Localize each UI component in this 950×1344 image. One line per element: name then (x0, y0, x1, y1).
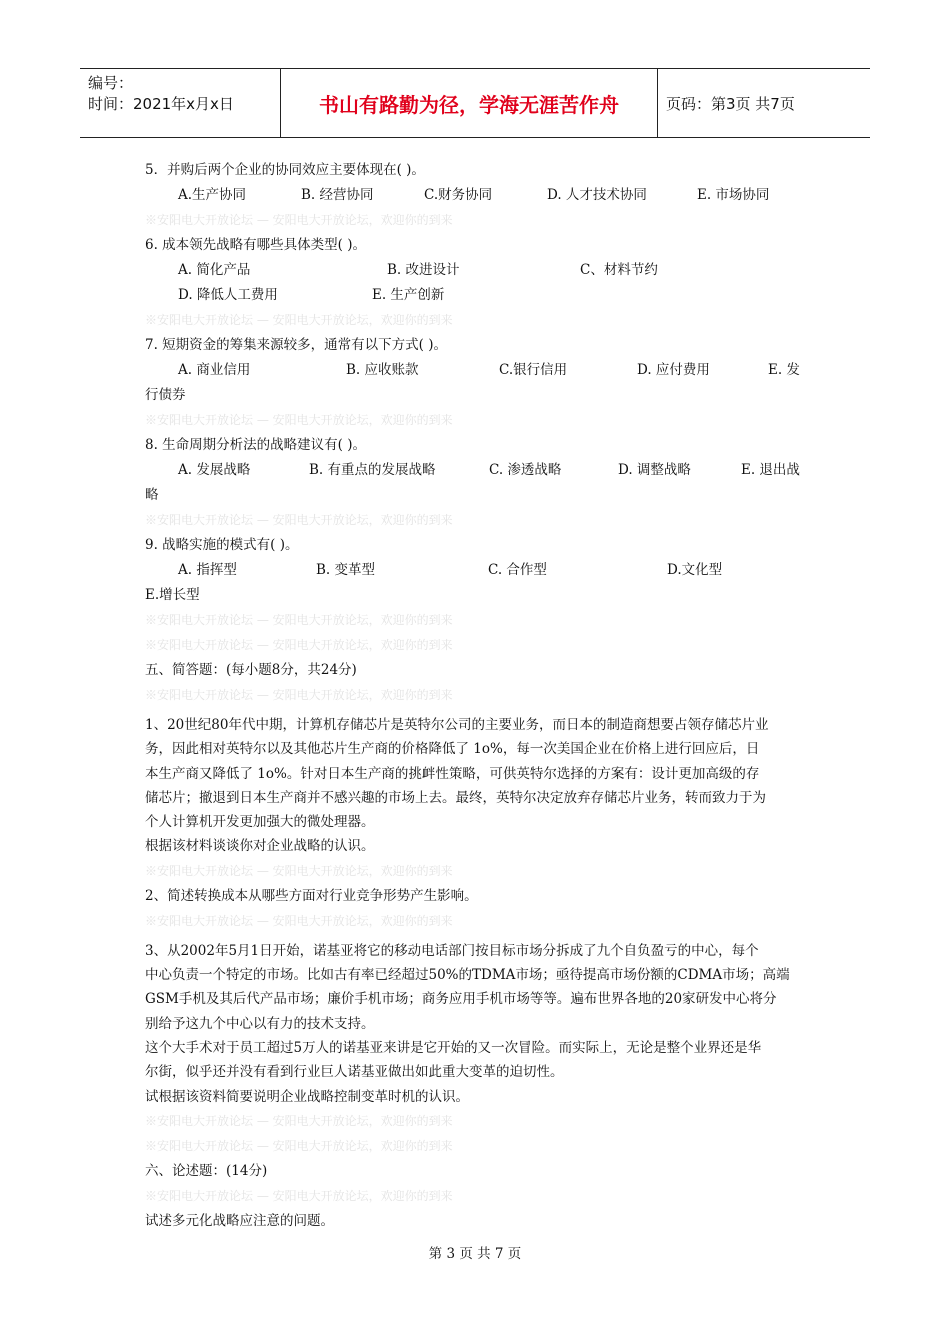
option-a: A. 发展战略 (178, 462, 251, 478)
page-footer: 第 3 页 共 7 页 (428, 1246, 522, 1262)
question-9-options (145, 558, 810, 583)
watermark-line: ※安阳电大开放论坛 — 安阳电大开放论坛，欢迎你的到来 (145, 1188, 453, 1203)
option-e: E. 市场协同 (697, 187, 770, 203)
option-c: C、材料节约 (580, 262, 658, 278)
short-answer-3 (145, 939, 810, 1109)
option-a: A. 简化产品 (178, 262, 251, 278)
watermark-line: ※安阳电大开放论坛 — 安阳电大开放论坛，欢迎你的到来 (145, 863, 453, 878)
question-8-options (145, 458, 810, 483)
watermark-line: ※安阳电大开放论坛 — 安阳电大开放论坛，欢迎你的到来 (145, 1113, 453, 1128)
number-label: 编号： (88, 74, 134, 92)
option-c: C.银行信用 (499, 362, 568, 378)
short-answer-1 (145, 713, 810, 859)
option-b: B. 经营协同 (301, 187, 374, 203)
question-5-stem: 5．并购后两个企业的协同效应主要体现在( )。 (145, 162, 425, 178)
option-e: E. 生产创新 (372, 287, 445, 303)
question-6-stem: 6. 成本领先战略有哪些具体类型( )。 (145, 237, 366, 253)
watermark-line: ※安阳电大开放论坛 — 安阳电大开放论坛，欢迎你的到来 (145, 313, 453, 327)
option-a: A.生产协同 (178, 187, 247, 203)
option-d: D. 降低人工费用 (178, 287, 278, 303)
option-d: D. 人才技术协同 (547, 187, 647, 203)
option-c: C. 合作型 (488, 562, 547, 578)
question-6-options-row1 (145, 258, 810, 283)
option-a: A. 商业信用 (178, 362, 251, 378)
paragraph-line: 别给予这九个中心以有力的技术支持。 (145, 1015, 375, 1032)
question-8-stem: 8. 生命周期分析法的战略建议有( )。 (145, 437, 366, 453)
question-6-options-row2 (145, 283, 810, 308)
watermark-line: ※安阳电大开放论坛 — 安阳电大开放论坛，欢迎你的到来 (145, 513, 453, 527)
date-label: 时间：2021年x月x日 (88, 95, 234, 113)
watermark-line: ※安阳电大开放论坛 — 安阳电大开放论坛，欢迎你的到来 (145, 688, 453, 702)
paragraph-line: 务，因此相对英特尔以及其他芯片生产商的价格降低了 1o%，每一次美国企业在价格上进行回应后，日 (145, 741, 760, 758)
section-6-title: 六、论述题：(14分) (145, 1162, 268, 1179)
option-a: A. 指挥型 (178, 562, 237, 578)
option-b: B. 变革型 (316, 562, 376, 578)
watermark-line: ※安阳电大开放论坛 — 安阳电大开放论坛，欢迎你的到来 (145, 1138, 453, 1153)
question-9-stem: 9. 战略实施的模式有( )。 (145, 537, 299, 553)
option-b: B. 改进设计 (387, 262, 460, 278)
paragraph-line: 尔街，似乎还并没有看到行业巨人诺基亚做出如此重大变革的迫切性。 (145, 1064, 564, 1081)
paragraph-line: 本生产商又降低了 1o%。针对日本生产商的挑衅性策略，可供英特尔选择的方案有：设计更加高级的存 (145, 765, 760, 782)
question-7-continuation: 行债券 (145, 387, 186, 403)
option-b: B. 有重点的发展战略 (309, 462, 436, 478)
option-d: D. 应付费用 (637, 362, 710, 378)
watermark-line: ※安阳电大开放论坛 — 安阳电大开放论坛，欢迎你的到来 (145, 638, 453, 652)
watermark-line: ※安阳电大开放论坛 — 安阳电大开放论坛，欢迎你的到来 (145, 413, 453, 427)
option-c: C.财务协同 (424, 187, 493, 203)
question-9-option-e: E.增长型 (145, 587, 200, 603)
header-left-cell (80, 69, 280, 137)
paragraph-line: 这个大手术对于员工超过5万人的诺基亚来讲是它开始的又一次冒险。而实际上，无论是整个业界还是华 (145, 1039, 762, 1056)
question-7-options (145, 358, 810, 383)
page-number-label: 页码：第3页 共7页 (666, 94, 795, 113)
option-e: E. 退出战 (741, 462, 800, 478)
header-table (80, 68, 870, 138)
option-d: D. 调整战略 (618, 462, 691, 478)
paragraph-line: 根据该材料谈谈你对企业战略的认识。 (145, 838, 375, 855)
section-5-title: 五、简答题：(每小题8分，共24分) (145, 662, 357, 678)
paragraph-line: 1、20世纪80年代中期，计算机存储芯片是英特尔公司的主要业务，而日本的制造商想要占领存储芯片业 (145, 717, 769, 733)
watermark-line: ※安阳电大开放论坛 — 安阳电大开放论坛，欢迎你的到来 (145, 913, 453, 928)
paragraph-line: 个人计算机开发更加强大的微处理器。 (145, 814, 375, 831)
paragraph-line: 中心负责一个特定的市场。比如古有率已经超过50%的TDMA市场；亟待提高市场份额的CDMA市场；高端 (145, 967, 790, 984)
paragraph-line: 储芯片；撤退到日本生产商并不感兴趣的市场上去。最终，英特尔决定放弃存储芯片业务，转而致力于为 (145, 789, 766, 806)
paragraph-line: 试根据该资料简要说明企业战略控制变革时机的认识。 (145, 1088, 469, 1105)
question-8-continuation: 略 (145, 487, 159, 503)
question-7-stem: 7. 短期资金的筹集来源较多，通常有以下方式( )。 (145, 337, 447, 353)
paragraph-line: 3、从2002年5月1日开始，诺基亚将它的移动电话部门按目标市场分拆成了九个自负盈亏的中心，每个 (145, 942, 759, 959)
watermark-line: ※安阳电大开放论坛 — 安阳电大开放论坛，欢迎你的到来 (145, 213, 453, 227)
document-body (145, 158, 810, 1234)
option-c: C. 渗透战略 (489, 462, 562, 478)
option-d: D.文化型 (667, 562, 723, 578)
short-answer-2: 2、简述转换成本从哪些方面对行业竞争形势产生影响。 (145, 887, 478, 904)
question-5-options (145, 183, 810, 208)
option-e: E. 发 (768, 362, 800, 378)
essay-question-1: 试述多元化战略应注意的问题。 (145, 1212, 334, 1229)
watermark-line: ※安阳电大开放论坛 — 安阳电大开放论坛，欢迎你的到来 (145, 613, 453, 627)
option-b: B. 应收账款 (346, 362, 419, 378)
motto-text: 书山有路勤为径，学海无涯苦作舟 (280, 69, 658, 137)
paragraph-line: GSM手机及其后代产品市场；廉价手机市场；商务应用手机市场等等。遍布世界各地的20家研发中心将分 (145, 991, 777, 1008)
